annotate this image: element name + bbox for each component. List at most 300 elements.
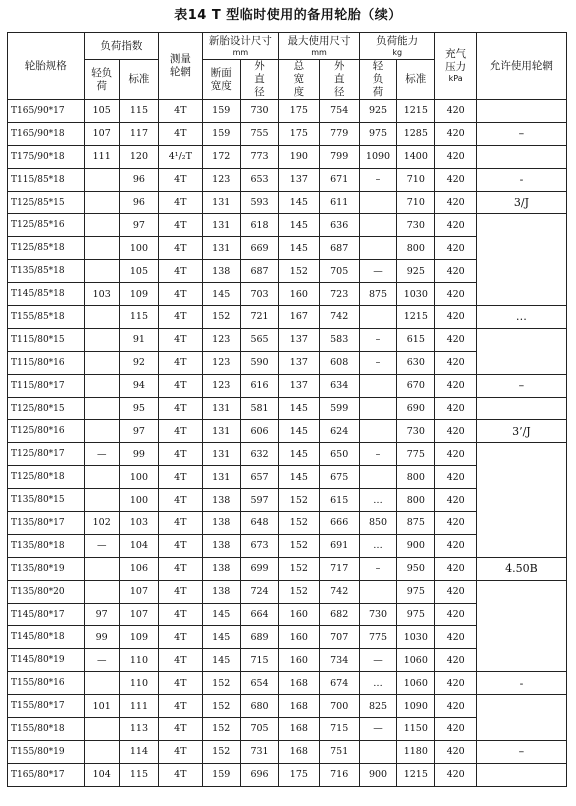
load-std-cell: 690 bbox=[397, 397, 435, 420]
max-outer-diameter-cell: 700 bbox=[319, 695, 359, 718]
load-index-light-cell: — bbox=[84, 649, 119, 672]
table-body bbox=[8, 100, 567, 787]
outer-diameter-cell: 721 bbox=[240, 306, 278, 329]
load-index-light-cell bbox=[84, 718, 119, 741]
section-width-cell: 138 bbox=[202, 557, 240, 580]
max-outer-diameter-cell: 611 bbox=[319, 191, 359, 214]
header-load-light bbox=[359, 60, 396, 100]
load-light-cell: … bbox=[359, 489, 396, 512]
allowed-rim-cell bbox=[476, 580, 566, 672]
load-std-cell: 1150 bbox=[397, 718, 435, 741]
load-index-light-cell bbox=[84, 168, 119, 191]
inflation-cell: 420 bbox=[435, 443, 476, 466]
inflation-cell: 420 bbox=[435, 512, 476, 535]
overall-width-cell: 160 bbox=[279, 649, 319, 672]
load-light-cell bbox=[359, 191, 396, 214]
load-std-cell: 1180 bbox=[397, 740, 435, 763]
measure-rim-cell: 4¹/₂T bbox=[159, 145, 202, 168]
overall-width-cell: 168 bbox=[279, 718, 319, 741]
measure-rim-cell: 4T bbox=[159, 534, 202, 557]
load-std-cell: 1215 bbox=[397, 306, 435, 329]
section-width-cell: 152 bbox=[202, 740, 240, 763]
header-section-width bbox=[202, 60, 240, 100]
allowed-rim-cell: – bbox=[476, 122, 566, 145]
spec-cell: T155/85*18 bbox=[8, 306, 85, 329]
allowed-rim-cell: 3/J bbox=[476, 191, 566, 214]
overall-width-cell: 152 bbox=[279, 512, 319, 535]
allowed-rim-cell: - bbox=[476, 672, 566, 695]
inflation-cell: 420 bbox=[435, 100, 476, 123]
section-width-cell: 131 bbox=[202, 397, 240, 420]
spec-cell: T165/90*18 bbox=[8, 122, 85, 145]
table-row bbox=[8, 672, 567, 695]
header-overall-width-text: 总宽度 bbox=[293, 60, 305, 98]
outer-diameter-cell: 565 bbox=[240, 328, 278, 351]
spec-cell: T135/80*19 bbox=[8, 557, 85, 580]
load-index-std-cell: 109 bbox=[119, 626, 158, 649]
load-light-cell: 850 bbox=[359, 512, 396, 535]
overall-width-cell: 175 bbox=[279, 122, 319, 145]
table-row bbox=[8, 100, 567, 123]
overall-width-cell: 152 bbox=[279, 580, 319, 603]
spec-cell: T125/85*16 bbox=[8, 214, 85, 237]
outer-diameter-cell: 669 bbox=[240, 237, 278, 260]
header-inflation-text: 充气压力 bbox=[445, 48, 467, 73]
table-row bbox=[8, 695, 567, 718]
load-index-std-cell: 99 bbox=[119, 443, 158, 466]
measure-rim-cell: 4T bbox=[159, 489, 202, 512]
load-index-light-cell bbox=[84, 580, 119, 603]
section-width-cell: 152 bbox=[202, 672, 240, 695]
table-row bbox=[8, 397, 567, 420]
outer-diameter-cell: 703 bbox=[240, 283, 278, 306]
inflation-cell: 420 bbox=[435, 649, 476, 672]
table-row bbox=[8, 763, 567, 786]
table-row bbox=[8, 191, 567, 214]
measure-rim-cell: 4T bbox=[159, 763, 202, 786]
measure-rim-cell: 4T bbox=[159, 718, 202, 741]
load-index-std-cell: 100 bbox=[119, 466, 158, 489]
load-index-std-cell: 100 bbox=[119, 237, 158, 260]
load-std-cell: 630 bbox=[397, 351, 435, 374]
outer-diameter-cell: 687 bbox=[240, 260, 278, 283]
max-outer-diameter-cell: 717 bbox=[319, 557, 359, 580]
load-std-cell: 1285 bbox=[397, 122, 435, 145]
load-light-cell bbox=[359, 466, 396, 489]
max-outer-diameter-cell: 675 bbox=[319, 466, 359, 489]
section-width-cell: 159 bbox=[202, 100, 240, 123]
max-outer-diameter-cell: 707 bbox=[319, 626, 359, 649]
load-index-std-cell: 111 bbox=[119, 695, 158, 718]
section-width-cell: 123 bbox=[202, 351, 240, 374]
section-width-cell: 138 bbox=[202, 489, 240, 512]
header-new-size bbox=[202, 33, 279, 60]
header-load-capacity-text: 负荷能力 bbox=[376, 34, 419, 47]
section-width-cell: 131 bbox=[202, 420, 240, 443]
load-light-cell bbox=[359, 397, 396, 420]
outer-diameter-cell: 773 bbox=[240, 145, 278, 168]
overall-width-cell: 175 bbox=[279, 100, 319, 123]
max-outer-diameter-cell: 751 bbox=[319, 740, 359, 763]
spec-cell: T175/90*18 bbox=[8, 145, 85, 168]
spec-cell: T115/80*15 bbox=[8, 328, 85, 351]
section-width-cell: 145 bbox=[202, 626, 240, 649]
allowed-rim-cell: … bbox=[476, 306, 566, 329]
measure-rim-cell: 4T bbox=[159, 214, 202, 237]
load-index-light-cell bbox=[84, 374, 119, 397]
measure-rim-cell: 4T bbox=[159, 328, 202, 351]
load-std-cell: 800 bbox=[397, 489, 435, 512]
inflation-cell: 420 bbox=[435, 214, 476, 237]
header-load-index-light-text: 轻负荷 bbox=[91, 66, 113, 92]
header-outer-diameter bbox=[240, 60, 278, 100]
load-std-cell: 1215 bbox=[397, 100, 435, 123]
load-index-std-cell: 96 bbox=[119, 191, 158, 214]
overall-width-cell: 160 bbox=[279, 603, 319, 626]
load-index-light-cell bbox=[84, 420, 119, 443]
outer-diameter-cell: 724 bbox=[240, 580, 278, 603]
measure-rim-cell: 4T bbox=[159, 443, 202, 466]
spec-cell: T145/80*18 bbox=[8, 626, 85, 649]
max-outer-diameter-cell: 742 bbox=[319, 580, 359, 603]
load-std-cell: 710 bbox=[397, 191, 435, 214]
spec-cell: T145/80*17 bbox=[8, 603, 85, 626]
max-outer-diameter-cell: 715 bbox=[319, 718, 359, 741]
section-width-cell: 145 bbox=[202, 603, 240, 626]
inflation-cell: 420 bbox=[435, 557, 476, 580]
header-outer-diameter-text: 外直径 bbox=[254, 60, 265, 98]
inflation-cell: 420 bbox=[435, 145, 476, 168]
measure-rim-cell: 4T bbox=[159, 580, 202, 603]
allowed-rim-cell bbox=[476, 100, 566, 123]
outer-diameter-cell: 696 bbox=[240, 763, 278, 786]
spec-cell: T145/80*19 bbox=[8, 649, 85, 672]
measure-rim-cell: 4T bbox=[159, 122, 202, 145]
allowed-rim-cell bbox=[476, 397, 566, 420]
load-light-cell: – bbox=[359, 351, 396, 374]
measure-rim-cell: 4T bbox=[159, 191, 202, 214]
measure-rim-cell: 4T bbox=[159, 420, 202, 443]
outer-diameter-cell: 653 bbox=[240, 168, 278, 191]
load-std-cell: 1400 bbox=[397, 145, 435, 168]
load-light-cell bbox=[359, 214, 396, 237]
inflation-cell: 420 bbox=[435, 763, 476, 786]
outer-diameter-cell: 705 bbox=[240, 718, 278, 741]
header-new-size-unit: mm bbox=[232, 47, 249, 57]
measure-rim-cell: 4T bbox=[159, 351, 202, 374]
measure-rim-cell: 4T bbox=[159, 626, 202, 649]
table-row bbox=[8, 740, 567, 763]
max-outer-diameter-cell: 583 bbox=[319, 328, 359, 351]
load-index-std-cell: 113 bbox=[119, 718, 158, 741]
section-width-cell: 123 bbox=[202, 168, 240, 191]
load-index-std-cell: 115 bbox=[119, 100, 158, 123]
load-std-cell: 1090 bbox=[397, 695, 435, 718]
spec-cell: T135/80*20 bbox=[8, 580, 85, 603]
section-width-cell: 131 bbox=[202, 214, 240, 237]
load-index-light-cell bbox=[84, 351, 119, 374]
measure-rim-cell: 4T bbox=[159, 466, 202, 489]
load-std-cell: 1030 bbox=[397, 626, 435, 649]
table-row bbox=[8, 145, 567, 168]
table-row bbox=[8, 580, 567, 603]
overall-width-cell: 137 bbox=[279, 328, 319, 351]
load-std-cell: 670 bbox=[397, 374, 435, 397]
spec-cell: T125/85*15 bbox=[8, 191, 85, 214]
load-light-cell: 900 bbox=[359, 763, 396, 786]
spec-cell: T125/80*15 bbox=[8, 397, 85, 420]
load-light-cell: – bbox=[359, 557, 396, 580]
max-outer-diameter-cell: 691 bbox=[319, 534, 359, 557]
overall-width-cell: 152 bbox=[279, 534, 319, 557]
section-width-cell: 159 bbox=[202, 763, 240, 786]
max-outer-diameter-cell: 754 bbox=[319, 100, 359, 123]
load-index-light-cell bbox=[84, 306, 119, 329]
spare-tire-table bbox=[7, 32, 567, 787]
max-outer-diameter-cell: 742 bbox=[319, 306, 359, 329]
measure-rim-cell: 4T bbox=[159, 740, 202, 763]
outer-diameter-cell: 581 bbox=[240, 397, 278, 420]
table-row bbox=[8, 306, 567, 329]
load-index-std-cell: 92 bbox=[119, 351, 158, 374]
load-light-cell bbox=[359, 740, 396, 763]
overall-width-cell: 137 bbox=[279, 168, 319, 191]
overall-width-cell: 145 bbox=[279, 397, 319, 420]
spec-cell: T165/80*17 bbox=[8, 763, 85, 786]
load-light-cell: — bbox=[359, 649, 396, 672]
outer-diameter-cell: 673 bbox=[240, 534, 278, 557]
load-std-cell: 900 bbox=[397, 534, 435, 557]
overall-width-cell: 167 bbox=[279, 306, 319, 329]
outer-diameter-cell: 689 bbox=[240, 626, 278, 649]
allowed-rim-cell bbox=[476, 328, 566, 374]
load-std-cell: 1060 bbox=[397, 672, 435, 695]
max-outer-diameter-cell: 671 bbox=[319, 168, 359, 191]
inflation-cell: 420 bbox=[435, 534, 476, 557]
load-light-cell: 925 bbox=[359, 100, 396, 123]
section-width-cell: 145 bbox=[202, 649, 240, 672]
inflation-cell: 420 bbox=[435, 283, 476, 306]
load-std-cell: 1030 bbox=[397, 283, 435, 306]
allowed-rim-cell bbox=[476, 695, 566, 741]
load-light-cell: 975 bbox=[359, 122, 396, 145]
header-max-outer-diameter bbox=[319, 60, 359, 100]
load-std-cell: 1215 bbox=[397, 763, 435, 786]
load-index-std-cell: 97 bbox=[119, 420, 158, 443]
header-section-width-text: 断面宽度 bbox=[210, 66, 232, 92]
outer-diameter-cell: 731 bbox=[240, 740, 278, 763]
allowed-rim-cell bbox=[476, 443, 566, 557]
load-index-std-cell: 94 bbox=[119, 374, 158, 397]
outer-diameter-cell: 632 bbox=[240, 443, 278, 466]
load-index-std-cell: 115 bbox=[119, 306, 158, 329]
load-index-std-cell: 115 bbox=[119, 763, 158, 786]
load-index-light-cell: 103 bbox=[84, 283, 119, 306]
section-width-cell: 131 bbox=[202, 191, 240, 214]
spec-cell: T155/80*17 bbox=[8, 695, 85, 718]
load-index-light-cell bbox=[84, 489, 119, 512]
spec-cell: T125/80*18 bbox=[8, 466, 85, 489]
overall-width-cell: 168 bbox=[279, 740, 319, 763]
max-outer-diameter-cell: 608 bbox=[319, 351, 359, 374]
section-width-cell: 152 bbox=[202, 695, 240, 718]
inflation-cell: 420 bbox=[435, 191, 476, 214]
load-index-light-cell bbox=[84, 237, 119, 260]
load-std-cell: 730 bbox=[397, 214, 435, 237]
load-index-std-cell: 97 bbox=[119, 214, 158, 237]
load-std-cell: 800 bbox=[397, 237, 435, 260]
load-light-cell: 775 bbox=[359, 626, 396, 649]
overall-width-cell: 145 bbox=[279, 237, 319, 260]
load-index-light-cell bbox=[84, 191, 119, 214]
overall-width-cell: 168 bbox=[279, 672, 319, 695]
load-index-std-cell: 100 bbox=[119, 489, 158, 512]
spec-cell: T135/80*15 bbox=[8, 489, 85, 512]
header-max-size-text: 最大使用尺寸 bbox=[287, 34, 351, 47]
load-std-cell: 950 bbox=[397, 557, 435, 580]
section-width-cell: 123 bbox=[202, 328, 240, 351]
table-row bbox=[8, 122, 567, 145]
measure-rim-cell: 4T bbox=[159, 283, 202, 306]
load-std-cell: 975 bbox=[397, 603, 435, 626]
spec-cell: T135/80*18 bbox=[8, 534, 85, 557]
measure-rim-cell: 4T bbox=[159, 100, 202, 123]
table-row bbox=[8, 328, 567, 351]
measure-rim-cell: 4T bbox=[159, 260, 202, 283]
header-max-outer-diameter-text: 外直径 bbox=[333, 60, 345, 98]
load-index-light-cell bbox=[84, 740, 119, 763]
load-index-light-cell bbox=[84, 557, 119, 580]
load-light-cell bbox=[359, 374, 396, 397]
inflation-cell: 420 bbox=[435, 328, 476, 351]
table-row bbox=[8, 214, 567, 237]
header-load-index-light bbox=[84, 60, 119, 100]
outer-diameter-cell: 616 bbox=[240, 374, 278, 397]
load-std-cell: 800 bbox=[397, 466, 435, 489]
load-light-cell: — bbox=[359, 718, 396, 741]
load-index-std-cell: 110 bbox=[119, 672, 158, 695]
allowed-rim-cell bbox=[476, 763, 566, 786]
inflation-cell: 420 bbox=[435, 237, 476, 260]
outer-diameter-cell: 755 bbox=[240, 122, 278, 145]
load-std-cell: 1060 bbox=[397, 649, 435, 672]
overall-width-cell: 145 bbox=[279, 420, 319, 443]
header-load-index-std: 标准 bbox=[119, 60, 158, 100]
header-load-index: 负荷指数 bbox=[84, 33, 159, 60]
spec-cell: T155/80*16 bbox=[8, 672, 85, 695]
outer-diameter-cell: 648 bbox=[240, 512, 278, 535]
allowed-rim-cell: – bbox=[476, 740, 566, 763]
outer-diameter-cell: 657 bbox=[240, 466, 278, 489]
measure-rim-cell: 4T bbox=[159, 306, 202, 329]
spec-cell: T135/85*18 bbox=[8, 260, 85, 283]
measure-rim-cell: 4T bbox=[159, 512, 202, 535]
spec-cell: T125/80*16 bbox=[8, 420, 85, 443]
inflation-cell: 420 bbox=[435, 672, 476, 695]
outer-diameter-cell: 654 bbox=[240, 672, 278, 695]
max-outer-diameter-cell: 674 bbox=[319, 672, 359, 695]
load-index-light-cell: 102 bbox=[84, 512, 119, 535]
load-light-cell bbox=[359, 420, 396, 443]
outer-diameter-cell: 597 bbox=[240, 489, 278, 512]
load-light-cell: – bbox=[359, 328, 396, 351]
inflation-cell: 420 bbox=[435, 718, 476, 741]
allowed-rim-cell: 4.50B bbox=[476, 557, 566, 580]
load-index-std-cell: 110 bbox=[119, 649, 158, 672]
inflation-cell: 420 bbox=[435, 695, 476, 718]
spec-cell: T155/80*19 bbox=[8, 740, 85, 763]
max-outer-diameter-cell: 682 bbox=[319, 603, 359, 626]
outer-diameter-cell: 618 bbox=[240, 214, 278, 237]
spec-cell: T155/80*18 bbox=[8, 718, 85, 741]
overall-width-cell: 145 bbox=[279, 466, 319, 489]
overall-width-cell: 137 bbox=[279, 374, 319, 397]
table-title: 表14 T 型临时使用的备用轮胎（续） bbox=[174, 8, 402, 23]
load-std-cell: 710 bbox=[397, 168, 435, 191]
spec-cell: T165/90*17 bbox=[8, 100, 85, 123]
allowed-rim-cell bbox=[476, 145, 566, 168]
spec-cell: T125/80*17 bbox=[8, 443, 85, 466]
allowed-rim-cell: 3’/J bbox=[476, 420, 566, 443]
max-outer-diameter-cell: 779 bbox=[319, 122, 359, 145]
header-measure-rim-text: 测量轮辋 bbox=[169, 53, 191, 78]
section-width-cell: 159 bbox=[202, 122, 240, 145]
overall-width-cell: 145 bbox=[279, 191, 319, 214]
load-index-std-cell: 96 bbox=[119, 168, 158, 191]
header-overall-width bbox=[279, 60, 319, 100]
inflation-cell: 420 bbox=[435, 397, 476, 420]
load-index-std-cell: 117 bbox=[119, 122, 158, 145]
spec-cell: T115/80*17 bbox=[8, 374, 85, 397]
section-width-cell: 138 bbox=[202, 534, 240, 557]
measure-rim-cell: 4T bbox=[159, 672, 202, 695]
overall-width-cell: 175 bbox=[279, 763, 319, 786]
measure-rim-cell: 4T bbox=[159, 557, 202, 580]
outer-diameter-cell: 699 bbox=[240, 557, 278, 580]
section-width-cell: 152 bbox=[202, 718, 240, 741]
table-row bbox=[8, 557, 567, 580]
max-outer-diameter-cell: 624 bbox=[319, 420, 359, 443]
allowed-rim-cell: – bbox=[476, 374, 566, 397]
header-allowed-rim: 允许使用轮辋 bbox=[476, 33, 566, 100]
load-std-cell: 730 bbox=[397, 420, 435, 443]
load-index-light-cell: 97 bbox=[84, 603, 119, 626]
load-index-light-cell bbox=[84, 328, 119, 351]
load-index-std-cell: 104 bbox=[119, 534, 158, 557]
max-outer-diameter-cell: 799 bbox=[319, 145, 359, 168]
load-index-light-cell bbox=[84, 466, 119, 489]
measure-rim-cell: 4T bbox=[159, 649, 202, 672]
outer-diameter-cell: 680 bbox=[240, 695, 278, 718]
section-width-cell: 138 bbox=[202, 512, 240, 535]
inflation-cell: 420 bbox=[435, 306, 476, 329]
section-width-cell: 138 bbox=[202, 580, 240, 603]
header-measure-rim bbox=[159, 33, 202, 100]
inflation-cell: 420 bbox=[435, 420, 476, 443]
outer-diameter-cell: 664 bbox=[240, 603, 278, 626]
max-outer-diameter-cell: 615 bbox=[319, 489, 359, 512]
section-width-cell: 131 bbox=[202, 466, 240, 489]
load-light-cell: … bbox=[359, 534, 396, 557]
overall-width-cell: 145 bbox=[279, 214, 319, 237]
measure-rim-cell: 4T bbox=[159, 168, 202, 191]
load-index-light-cell bbox=[84, 260, 119, 283]
max-outer-diameter-cell: 723 bbox=[319, 283, 359, 306]
load-light-cell: 825 bbox=[359, 695, 396, 718]
max-outer-diameter-cell: 650 bbox=[319, 443, 359, 466]
table-row bbox=[8, 443, 567, 466]
overall-width-cell: 168 bbox=[279, 695, 319, 718]
